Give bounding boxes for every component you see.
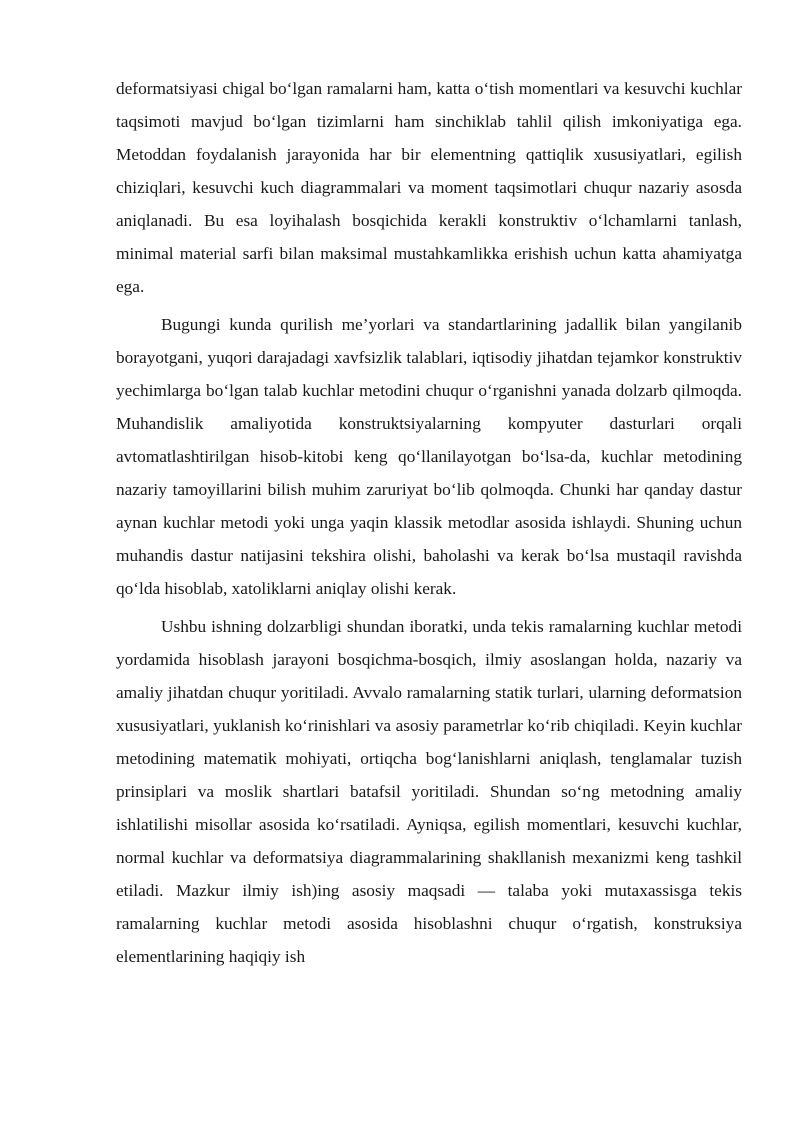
paragraph-relevance-standards: Bugungi kunda qurilish me’yorlari va standartlarining jadallik bilan yangilanib borayotgani, yuqori darajadagi xavfsizlik talablari, iqtisodiy jihatdan tejamkor konstruktiv yechimlarga bo‘lgan talab kuchlar metodini chuqur o‘rganishni yanada dolzarb qilmoqda. Muhandislik amaliyotida konstruktsiyalarning kompyuter dasturlari orqali avtomatlashtirilgan hisob-kitobi keng qo‘llanilayotgan bo‘lsa-da, kuchlar metodining nazariy tamoyillarini bilish muhim zaruriyat bo‘lib qolmoqda. Chunki har qanday dastur aynan kuchlar metodi yoki unga yaqin klassik metodlar asosida ishlaydi. Shuning uchun muhandis dastur natijasini tekshira olishi, baholashi va kerak bo‘lsa mustaqil ravishda qo‘lda hisoblab, xatoliklarni aniqlay olishi kerak.: [116, 315, 742, 598]
paragraph-continuation: deformatsiyasi chigal bo‘lgan ramalarni ham, katta o‘tish momentlari va kesuvchi kuchlar taqsimoti mavjud bo‘lgan tizimlarni ham sinchiklab tahlil qilish imkoniyatiga ega. Metoddan foydalanish jarayonida har bir elementning qattiqlik xususiyatlari, egilish chiziqlari, kesuvchi kuch diagrammalari va moment taqsimotlari chuqur nazariy asosda aniqlanadi. Bu esa loyihalash bosqichida kerakli konstruktiv o‘lchamlarni tanlash, minimal material sarfi bilan maksimal mustahkamlikka erishish uchun katta ahamiyatga ega.: [116, 79, 742, 296]
document-body: [116, 72, 742, 978]
paragraph-relevance-goal: Ushbu ishning dolzarbligi shundan iboratki, unda tekis ramalarning kuchlar metodi yordamida hisoblash jarayoni bosqichma-bosqich, ilmiy asoslangan holda, nazariy va amaliy jihatdan chuqur yoritiladi. Avvalo ramalarning statik turlari, ularning deformatsion xususiyatlari, yuklanish ko‘rinishlari va asosiy parametrlar ko‘rib chiqiladi. Keyin kuchlar metodining matematik mohiyati, ortiqcha bog‘lanishlarni aniqlash, tenglamalar tuzish prinsiplari va moslik shartlari batafsil yoritiladi. Shundan so‘ng metodning amaliy ishlatilishi misollar asosida ko‘rsatiladi. Ayniqsa, egilish momentlari, kesuvchi kuchlar, normal kuchlar va deformatsiya diagrammalarining shakllanish mexanizmi keng tashkil etiladi. Mazkur ilmiy ish)ing asosiy maqsadi — talaba yoki mutaxassisga tekis ramalarning kuchlar metodi asosida hisoblashni chuqur o‘rgatish, konstruksiya elementlarining haqiqiy ish: [116, 617, 742, 966]
